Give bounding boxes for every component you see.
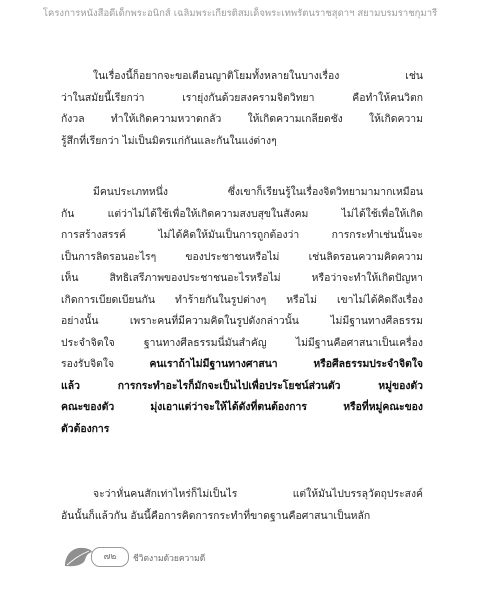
text-segment: รองรับจิตใจ xyxy=(61,358,115,370)
text-line: ในเรื่องนี้ก็อยากจะขอเตือนญาติโยมทั้งหลายในบางเรื่อง เช่น xyxy=(93,70,423,82)
text-line: มีคนประเภทหนึ่ง ซึ่งเขาก็เรียนรู้ในเรื่องจิตวิทยามามากเหมือน xyxy=(93,186,423,198)
text-line: รู้สึกที่เรียกว่า ไม่เป็นมิตรแก่กันและกันในแง่ต่างๆ xyxy=(61,134,277,147)
paragraph-2 xyxy=(61,182,423,440)
text-line: อันนั้นก็แล้วกัน อันนี้คือการคิดการกระทำที่ขาดฐานคือศาสนาเป็นหลัก xyxy=(61,509,371,522)
text-line: การสร้างสรรค์ ไม่ได้คิดให้มันเป็นการถูกต้องว่า การกระทำเช่นนั้นจะ xyxy=(61,229,423,241)
paragraph-1 xyxy=(61,66,423,152)
bold-line: แล้ว การกระทำอะไรก็มักจะเป็นไปเพื่อประโยชน์ส่วนตัว หมู่ของตัว xyxy=(61,379,423,392)
text-line: เป็นการลิดรอนอะไรๆ ของประชาชนหรือไม่ เช่นลิดรอนความคิดความ xyxy=(61,250,423,263)
text-line: กัน แต่ว่าไม่ได้ใช้เพื่อให้เกิดความสงบสุขในสังคม ไม่ได้ใช้เพื่อให้เกิด xyxy=(61,207,423,220)
text-line: จะว่าหั่นคนสักเท่าไหร่ก็ไม่เป็นไร แต่ให้มันไปบรรลุวัตถุประสงค์ xyxy=(93,488,423,500)
bold-text: คนเราถ้าไม่มีฐานทางศาสนา หรือศีลธรรมประจำจิตใจ xyxy=(149,358,423,370)
text-line: ว่าในสมัยนี้เรียกว่า เรายุ่งกันด้วยสงครามจิตวิทยา คือทำให้คนวิตก xyxy=(61,91,423,104)
text-line: กังวล ทำให้เกิดความหวาดกลัว ให้เกิดความเกลียดชัง ให้เกิดความ xyxy=(61,113,423,125)
bold-line: ตัวต้องการ xyxy=(61,422,110,435)
book-title: ชีวิตงามด้วยความดี xyxy=(133,554,206,564)
text-line: เกิดการเบียดเบียนกัน ทำร้ายกันในรูปต่างๆ หรือไม่ เขาไม่ได้คิดถึงเรื่อง xyxy=(61,293,423,306)
text-line: อย่างนั้น เพราะคนที่มีความคิดในรูปดังกล่าวนั้น ไม่มีฐานทางศีลธรรม xyxy=(61,315,423,327)
bold-line: คณะของตัว มุ่งเอาแต่ว่าจะให้ได้ดังที่ตนต้องการ หรือที่หมู่คณะของ xyxy=(61,401,423,413)
page-number: ๗๒ xyxy=(91,547,129,567)
page-footer xyxy=(63,546,263,568)
leaf-icon xyxy=(63,546,93,568)
paragraph-3 xyxy=(61,484,423,527)
text-line: เห็น สิทธิเสรีภาพของประชาชนอะไรหรือไม่ หรือว่าจะทำให้เกิดปัญหา xyxy=(61,272,423,284)
running-header: โครงการหนังสือดีเด็กพระอนิกส์ เฉลิมพระเกียรติสมเด็จพระเทพรัตนราชสุดาฯ สยามบรมราชกุมารี xyxy=(42,8,438,19)
text-line-mixed xyxy=(61,354,423,376)
text-line: ประจำจิตใจ ฐานทางศีลธรรมนี่มันสำคัญ ไม่มีฐานคือศาสนาเป็นเครื่อง xyxy=(61,336,423,349)
